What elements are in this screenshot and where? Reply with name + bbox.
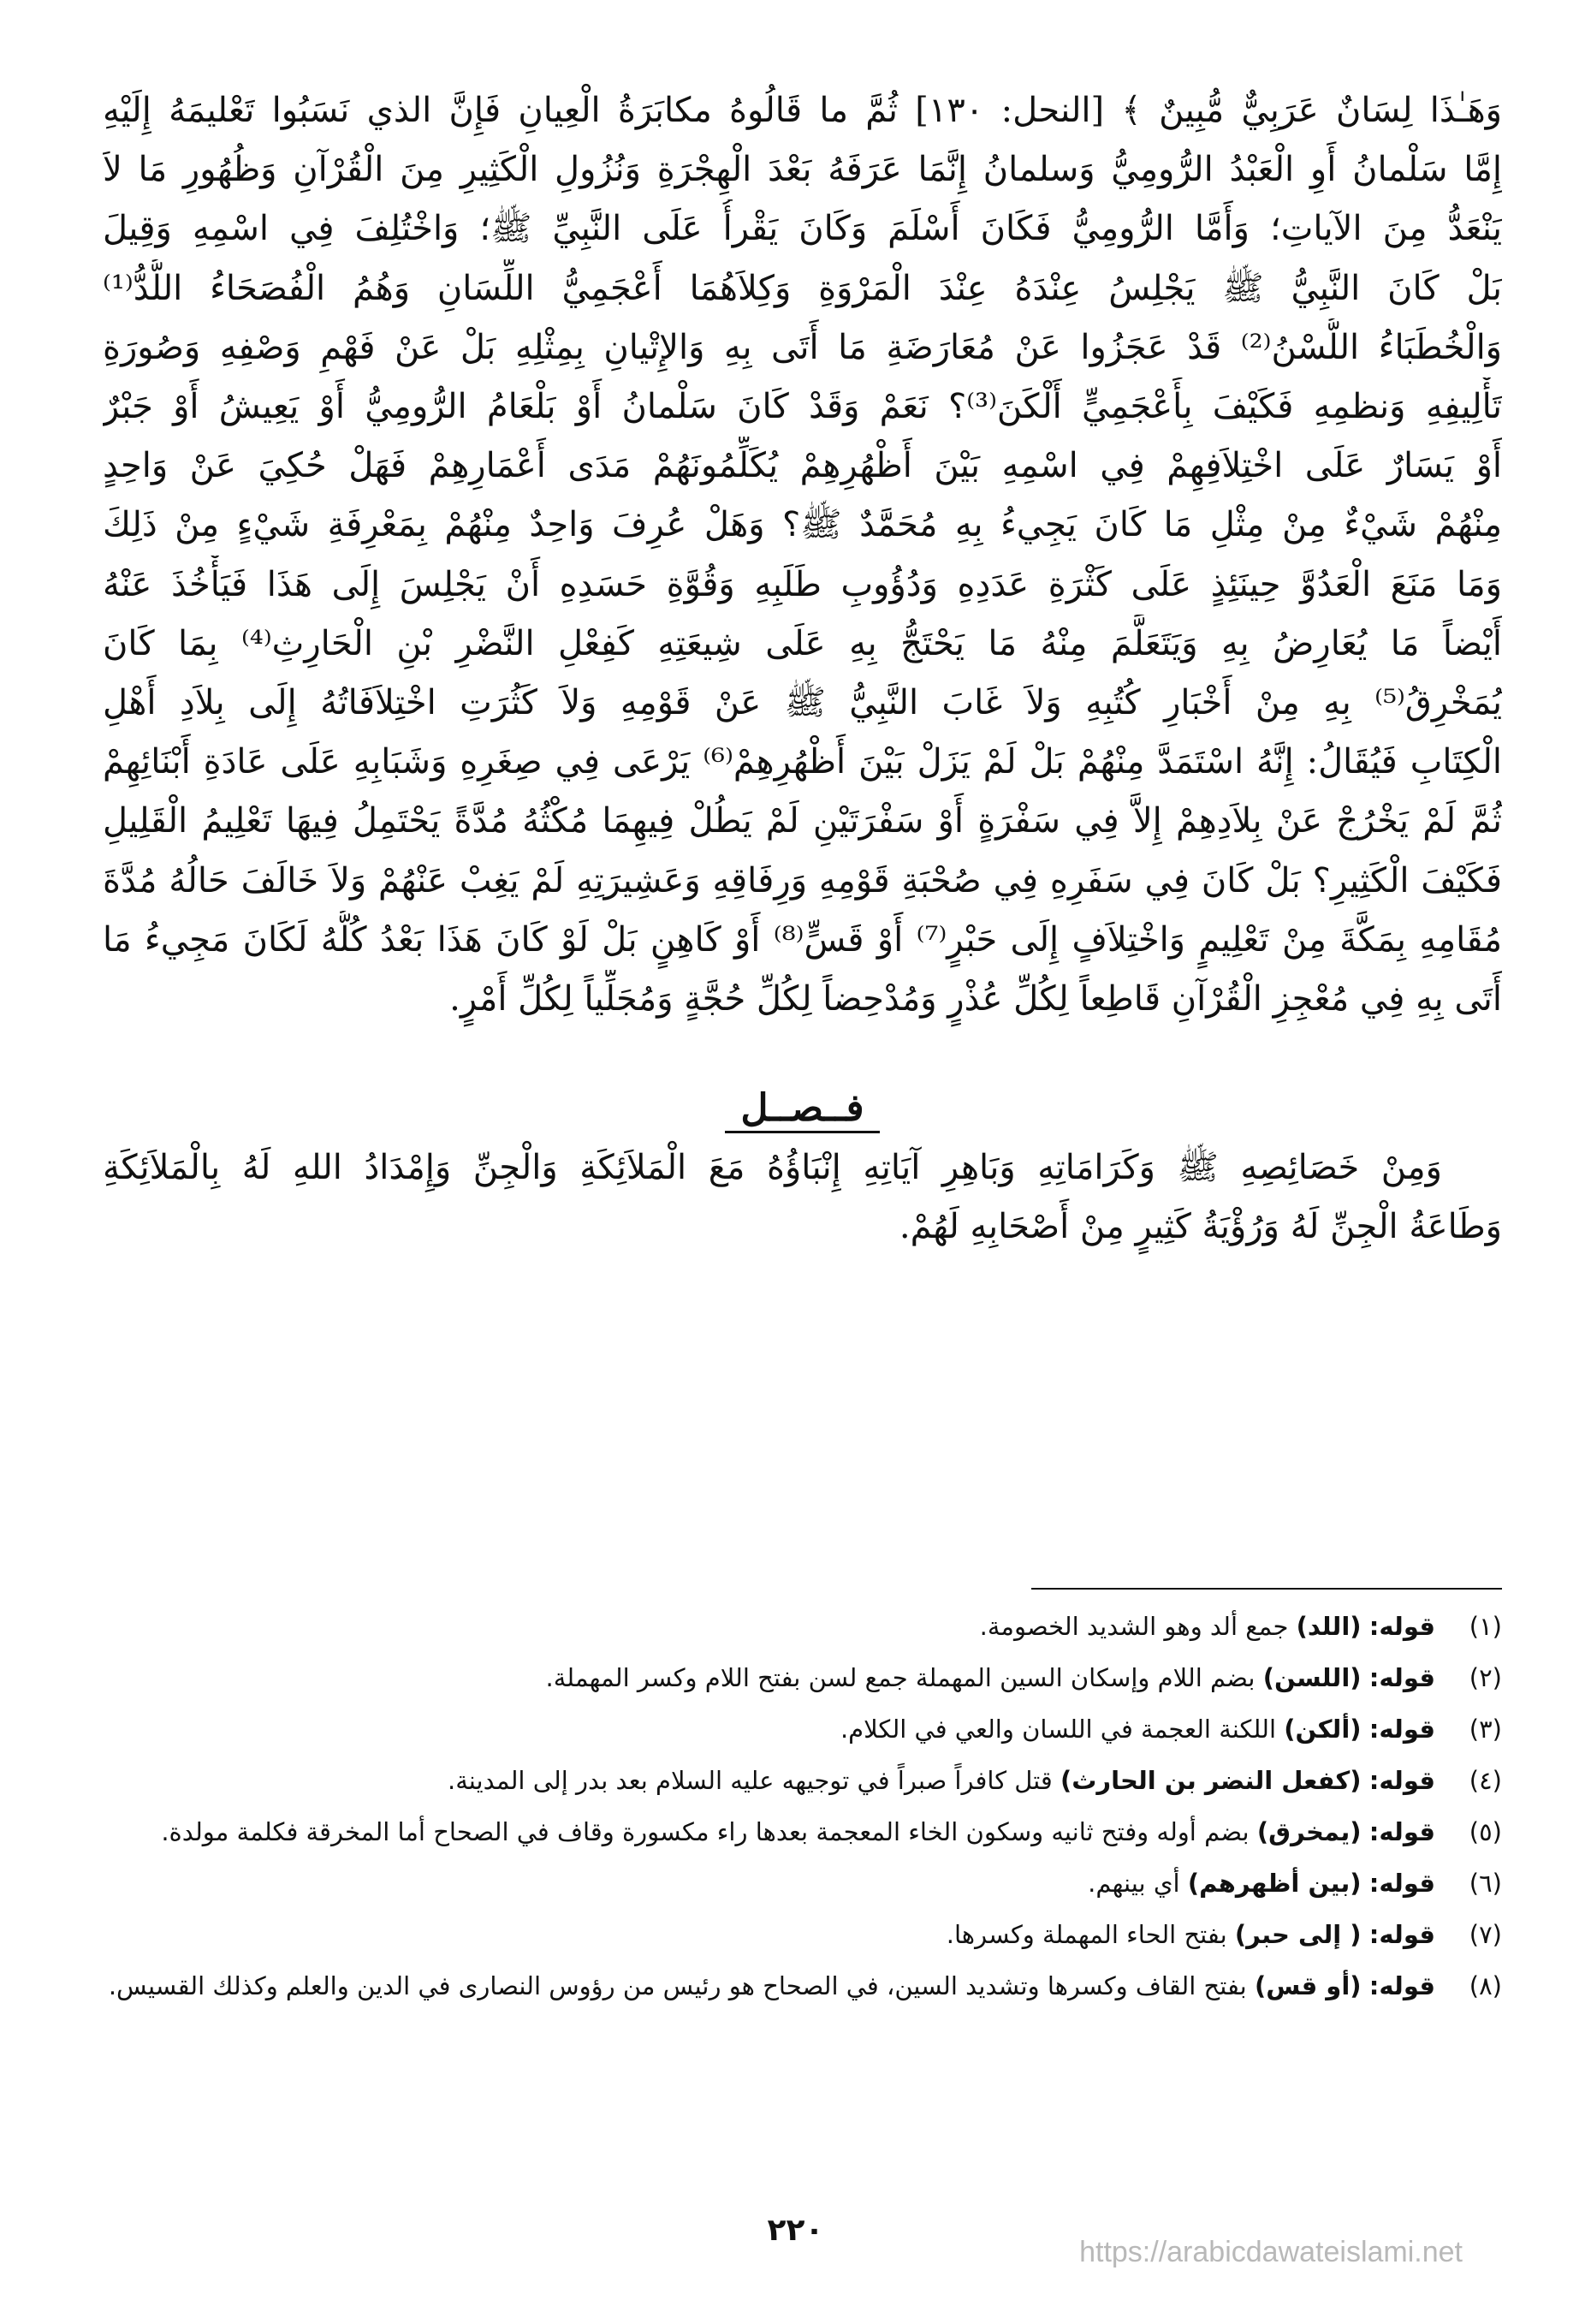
footnote-term: (كفعل النضر بن الحارث) [1060, 1766, 1362, 1795]
footnote-number: (١) [1469, 1612, 1502, 1641]
footnote-body: بفتح القاف وكسرها وتشديد السين، في الصحاح هو رئيس من رؤوس النصارى في الدين والعلم وكذلك القسيس. [108, 1971, 1255, 2000]
text-line: فَكَيْفَ الْكَثِيرِ؟ بَلْ كَانَ فِي سَفَرِهِ فِي صُحْبَةِ قَوْمِهِ وَرِفَاقِهِ وَعَشِيرَتِهِ لَمْ يَغِبْ عَنْهُمْ وَلاَ خَالَفَ حَالُهُ مُدَّةَ [103, 860, 1502, 900]
footnote-term: (يمخرق) [1256, 1817, 1362, 1846]
footnote-term: (أو قس) [1254, 1971, 1362, 2000]
footnote-label: قوله: [1368, 1612, 1435, 1641]
footnote-number: (٣) [1469, 1715, 1502, 1744]
footnote-body: بضم اللام وإسكان السين المهملة جمع لسن بفتح اللام وكسر المهملة. [545, 1663, 1263, 1692]
footnote-label: قوله: [1368, 1817, 1435, 1846]
section-title [103, 1082, 1502, 1135]
text-line: وَهَـٰذَا لِسَانٌ عَرَبِيٌّ مُّبِينٌ ﴾ [النحل: ١٣٠] ثُمَّ ما قَالُوهُ مكابَرَةُ الْعِيانِ فَإِنَّ الذي نَسَبُوا تَعْليمَهُ إِلَيْهِ [103, 91, 1502, 130]
footnote-number: (٥) [1469, 1817, 1502, 1846]
footnote-body: بضم أوله وفتح ثانيه وسكون الخاء المعجمة بعدها راء مكسورة وقاف في الصحاح أما المخرقة فكلمة مولدة. [161, 1817, 1257, 1846]
footnote-term: (اللسن) [1262, 1663, 1362, 1692]
footnote-label: قوله: [1368, 1920, 1435, 1949]
text-line: أَيْضاً مَا يُعَارِضُ بِهِ وَيَتَعَلَّمَ مِنْهُ مَا يَحْتَجُّ بِهِ عَلَى شِيعَتِهِ كَفِعْلِ النَّضْرِ بْنِ الْحَارِثِ⁽⁴⁾ بِمَا كَانَ [103, 623, 1502, 663]
text-line: وَالْخُطَبَاءُ اللُّسْنُ⁽²⁾ قَدْ عَجَزُوا عَنْ مُعَارَضَةِ مَا أَتَى بِهِ وَالإِتْيانِ بِمِثْلِهِ بَلْ عَنْ فَهْمِ وَصْفِهِ وَصُورَةِ [103, 327, 1502, 367]
footnote [103, 1656, 1502, 1699]
text-line: مُقَامِهِ بِمَكَّةَ مِنْ تَعْلِيمٍ وَاخْتِلاَفٍ إِلَى حَبْرٍ⁽⁷⁾ أَوْ قَسٍّ⁽⁸⁾ أَوْ كَاهِنٍ بَلْ لَوْ كَانَ هَذَا بَعْدُ كُلُّهُ لَكَانَ مَجِيءُ مَا [103, 919, 1502, 960]
footnote-text [103, 1862, 1435, 1905]
text-line: تَأْلِيفِهِ وَنظمِهِ فَكَيْفَ بِأَعْجَمِيٍّ أَلْكَنَ⁽³⁾؟ نَعَمْ وَقَدْ كَانَ سَلْمانُ أَوْ بَلْعَامُ الرُّومِيُّ أَوْ يَعِيشُ أَوْ جَبْرٌ [103, 387, 1502, 427]
footnote-number: (٦) [1469, 1869, 1502, 1898]
footnote-number: (٨) [1469, 1971, 1502, 2000]
section-line: وَمِنْ خَصَائِصِهِ ﷺ وَكَرَامَاتِهِ وَبَاهِرِ آيَاتِهِ إِنْبَاؤُهُ مَعَ الْمَلاَئِكَةِ وَالْجِنِّ وَإِمْدَادُ اللهِ لَهُ بِالْمَلاَئِكَةِ [103, 1148, 1442, 1188]
text-line: يُمَخْرِقُ⁽⁵⁾ بِهِ مِنْ أَخْبَارِ كُتُبِهِ وَلاَ غَابَ النَّبِيُّ ﷺ عَنْ قَوْمِهِ وَلاَ كَثُرَتِ اخْتِلاَفَاتُهُ إِلَى بِلاَدِ أَهْلِ [103, 683, 1502, 723]
watermark-url: https://arabicdawateislami.net [1079, 2236, 1463, 2268]
text-line: أَتَى بِهِ فِي مُعْجِزِ الْقُرْآنِ قَاطِعاً لِكُلِّ عُذْرٍ وَمُدْحِضاً لِكُلِّ حُجَّةٍ وَمُجَلِّياً لِكُلِّ أَمْرٍ. [449, 979, 1502, 1019]
footnote-term: ( إلى حبر) [1234, 1920, 1362, 1949]
section-title-text: فــصــل [725, 1086, 879, 1133]
main-text [103, 81, 1502, 1029]
footnote [103, 1605, 1502, 1648]
footnote-text [103, 1964, 1435, 2007]
footnote-label: قوله: [1368, 1715, 1435, 1744]
footnote-text [103, 1913, 1435, 1956]
footnote-text [103, 1605, 1435, 1648]
footnote-label: قوله: [1368, 1971, 1435, 2000]
text-line: مِنْهُمْ شَيْءٌ مِنْ مِثْلِ مَا كَانَ يَجِيءُ بِهِ مُحَمَّدٌ ﷺ؟ وَهَلْ عُرِفَ وَاحِدٌ مِنْهُمْ بِمَعْرِفَةِ شَيْءٍ مِنْ ذَلِكَ [103, 505, 1502, 545]
footnote-term: (اللد) [1296, 1612, 1362, 1641]
section-body [103, 1138, 1502, 1257]
footnote-text [103, 1759, 1435, 1802]
footnote-label: قوله: [1368, 1869, 1435, 1898]
footnote-body: قتل كافراً صبراً في توجيهه عليه السلام بعد بدر إلى المدينة. [448, 1766, 1061, 1795]
footnote-term: (بين أظهرهم) [1187, 1869, 1362, 1898]
footnote-divider [1031, 1588, 1502, 1590]
footnote-label: قوله: [1368, 1663, 1435, 1692]
page-number: ٢٢٠ [767, 2213, 824, 2248]
footnote [103, 1708, 1502, 1750]
footnote-number: (٢) [1469, 1663, 1502, 1692]
footnote [103, 1913, 1502, 1956]
footnote-text [103, 1656, 1435, 1699]
text-line: الْكِتَابِ فَيُقَالُ: إِنَّهُ اسْتَمَدَّ مِنْهُمْ بَلْ لَمْ يَزَلْ بَيْنَ أَظْهُرِهِمْ⁽⁶⁾ يَرْعَى فِي صِغَرِهِ وَشَبَابِهِ عَلَى عَادَةِ أَبْنَائِهِمْ [103, 742, 1502, 782]
footnote-label: قوله: [1368, 1766, 1435, 1795]
text-line: بَلْ كَانَ النَّبِيُّ ﷺ يَجْلِسُ عِنْدَهُ عِنْدَ الْمَرْوَةِ وَكِلاَهُمَا أَعْجَمِيُّ اللِّسَانِ وَهُمُ الْفُصَحَاءُ اللُّدُّ⁽¹⁾ [103, 268, 1502, 308]
footnote [103, 1862, 1502, 1905]
footnote-number: (٤) [1469, 1766, 1502, 1795]
footnote-body: أي بينهم. [1088, 1869, 1188, 1898]
footnote [103, 1759, 1502, 1802]
footnote-text [103, 1708, 1435, 1750]
text-line: ثُمَّ لَمْ يَخْرُجْ عَنْ بِلاَدِهِمْ إِلاَّ فِي سَفْرَةٍ أَوْ سَفْرَتَيْنِ لَمْ يَطُلْ فِيهِمَا مُكْثُهُ مُدَّةً يَحْتَمِلُ فِيهَا تَعْلِيمُ الْقَلِيلِ [103, 801, 1502, 841]
footnote-number: (٧) [1469, 1920, 1502, 1949]
footnote [103, 1964, 1502, 2007]
text-line: أَوْ يَسَارٌ عَلَى اخْتِلاَفِهِمْ فِي اسْمِهِ بَيْنَ أَظْهُرِهِمْ يُكَلِّمُونَهُمْ مَدَى أَعْمَارِهِمْ فَهَلْ حُكِيَ عَنْ وَاحِدٍ [103, 446, 1502, 486]
text-line: إِمَّا سَلْمانُ أَوِ الْعَبْدُ الرُّومِيُّ وَسلمانُ إِنَّمَا عَرَفَهُ بَعْدَ الْهِجْرَةِ وَنُزُولِ الْكَثِيرِ مِنَ الْقُرْآنِ وَظُهُورِ مَا لاَ [103, 150, 1502, 190]
footnote-text [103, 1810, 1435, 1853]
footnote-term: (ألكن) [1284, 1715, 1362, 1744]
footnote-body: جمع ألد وهو الشديد الخصومة. [979, 1612, 1297, 1641]
footnotes [103, 1605, 1502, 2016]
footnote-body: بفتح الحاء المهملة وكسرها. [946, 1920, 1235, 1949]
footnote [103, 1810, 1502, 1853]
page-content [103, 81, 1502, 2000]
section-line: وَطَاعَةُ الْجِنِّ لَهُ وَرُؤْيَةُ كَثِيرٍ مِنْ أَصْحَابِهِ لَهُمْ. [899, 1207, 1502, 1247]
text-line: وَمَا مَنَعَ الْعَدُوَّ حِينَئِذٍ عَلَى كَثْرَةِ عَدَدِهِ وَدُؤُوبِ طَلَبِهِ وَقُوَّةِ حَسَدِهِ أَنْ يَجْلِسَ إِلَى هَذَا فَيَأْخُذَ عَنْهُ [103, 564, 1502, 604]
text-line: يَنْعَدُّ مِنَ الآياتِ؛ وَأَمَّا الرُّومِيُّ فَكَانَ أَسْلَمَ وَكَانَ يَقْرأُ عَلَى النَّبِيِّ ﷺ؛ وَاخْتُلِفَ فِي اسْمِهِ وَقِيلَ [103, 209, 1502, 249]
footnote-body: اللكنة العجمة في اللسان والعي في الكلام. [840, 1715, 1285, 1744]
